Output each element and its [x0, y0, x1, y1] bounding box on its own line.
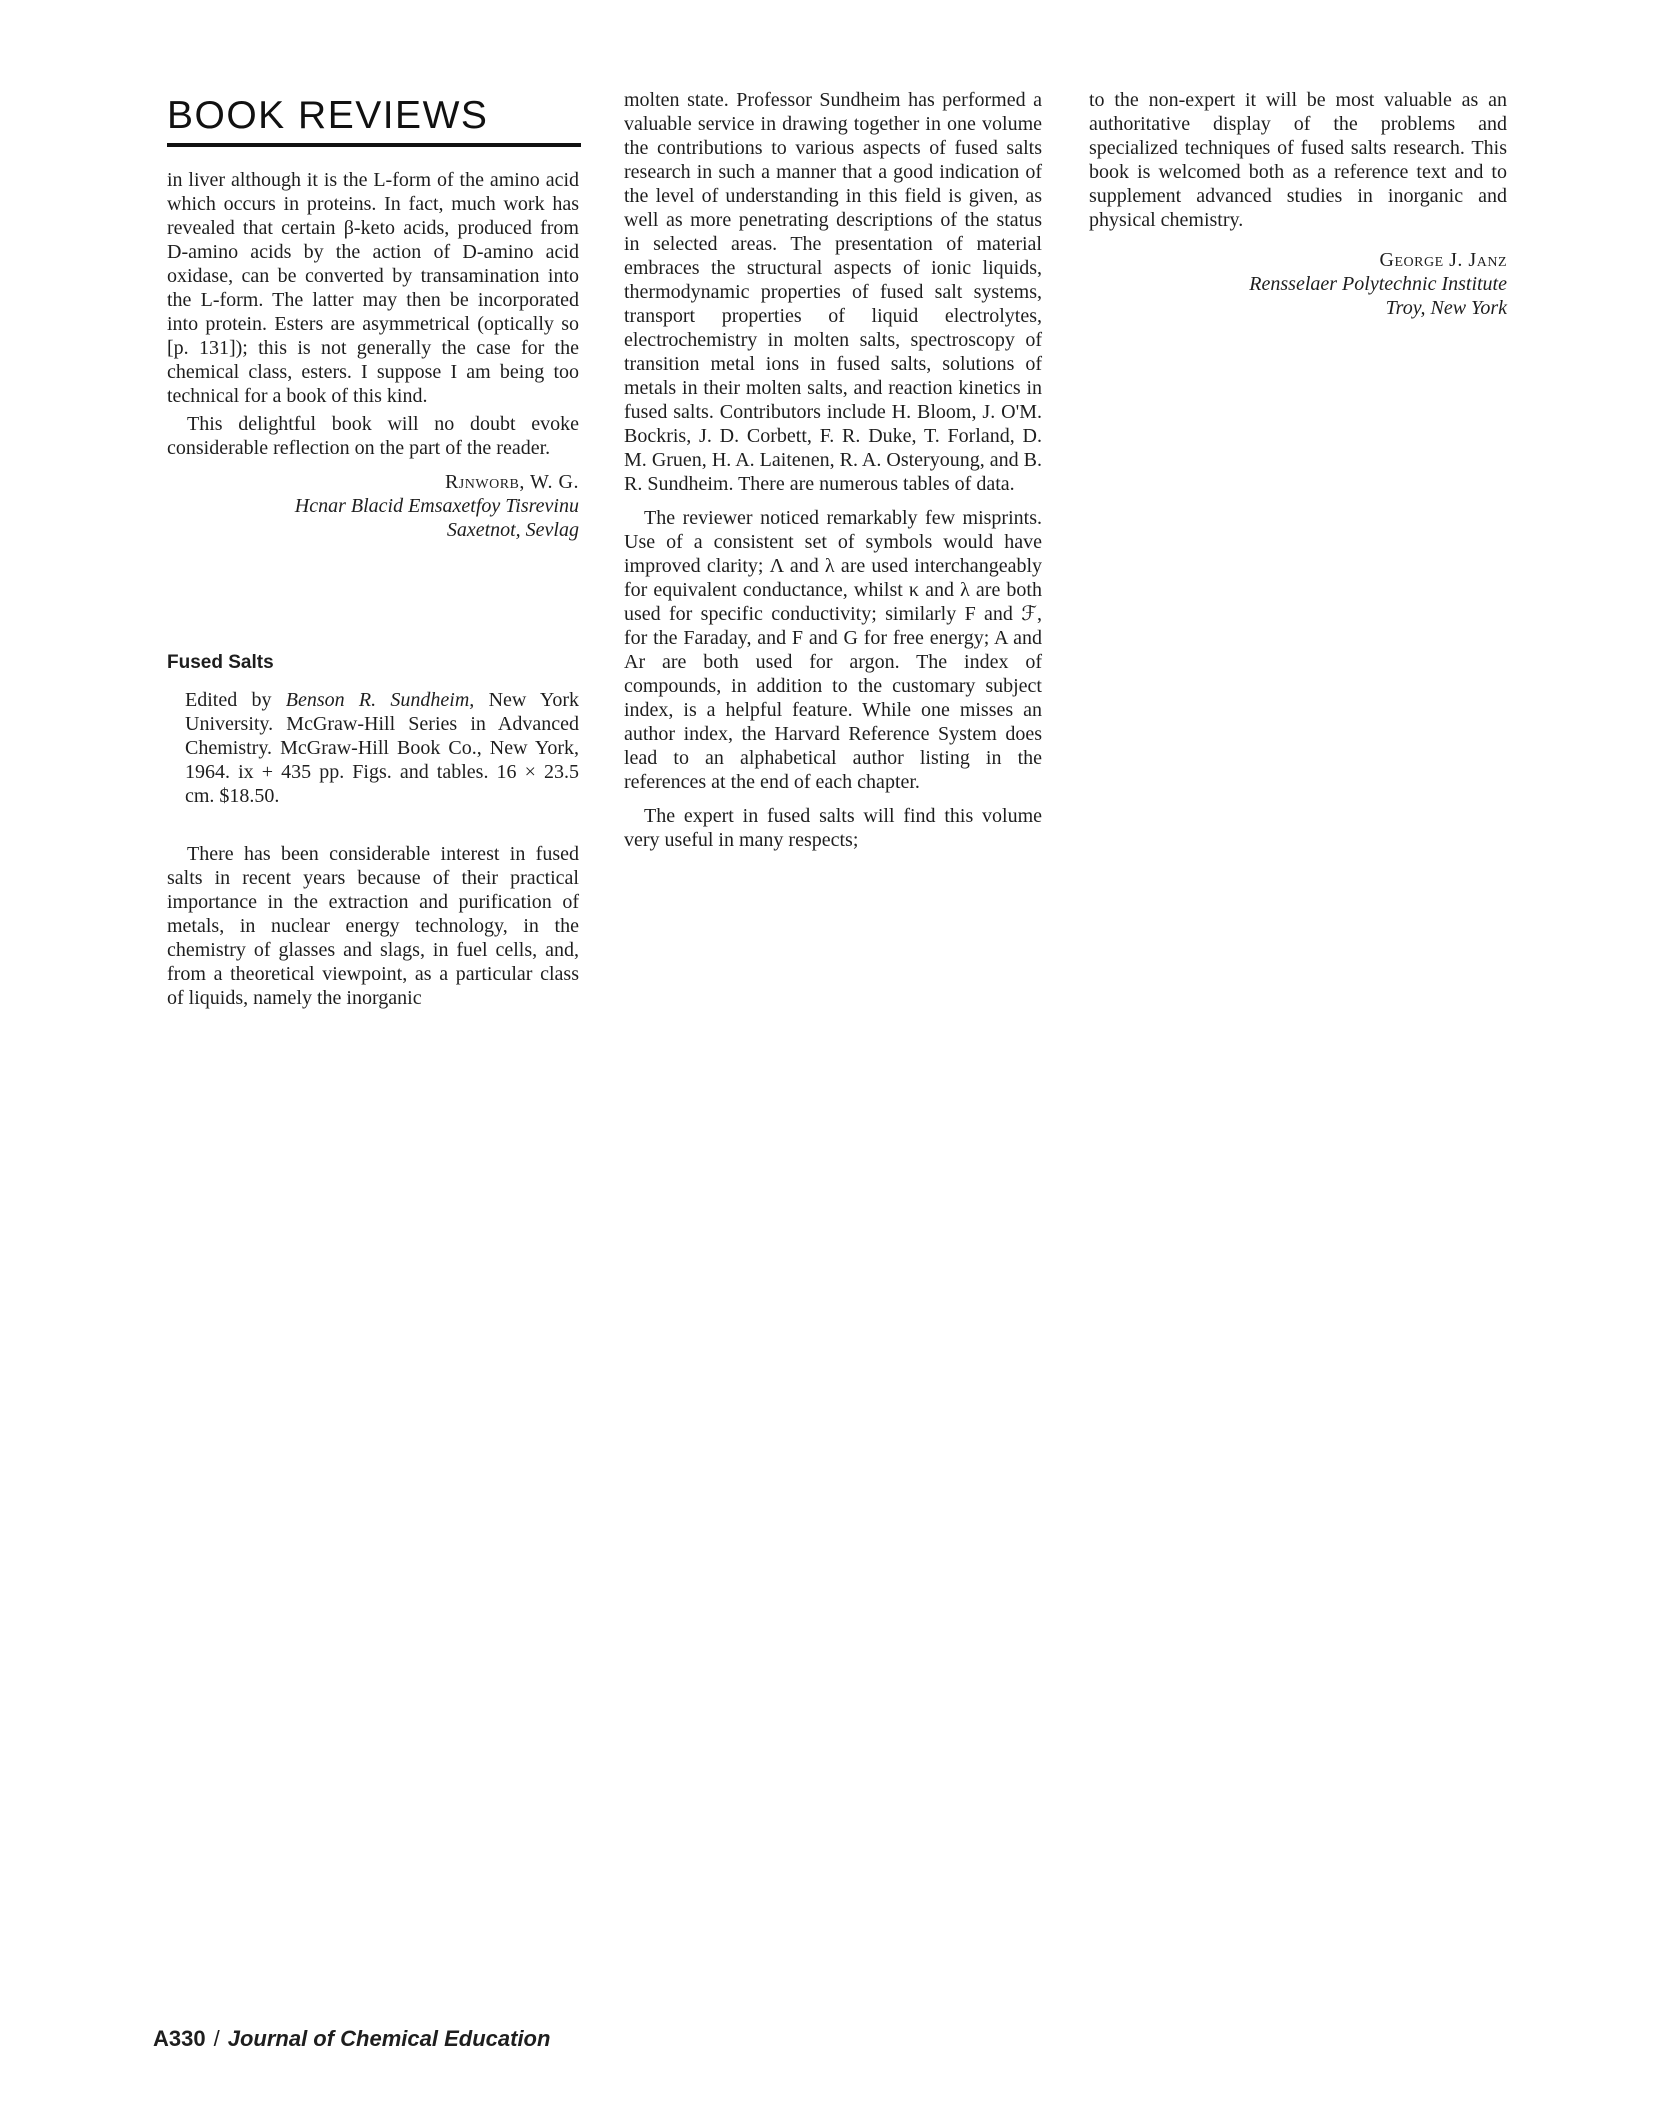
section-title: BOOK REVIEWS [167, 94, 489, 137]
review2-location: Troy, New York [1385, 297, 1507, 319]
page-number: A330 [153, 2026, 206, 2051]
review2-paragraph-3-cont: to the non-expert it will be most valuable as an authoritative display of the problems and specialized techniques of fused salts research. This book is welcomed both as a reference text and to supplement advanced studies in inorganic and physical chemistry. [1089, 89, 1507, 231]
review1-column [167, 168, 579, 542]
review2-column-3 [1089, 88, 1507, 320]
review2-title: Fused Salts [167, 652, 274, 673]
biblio-editor: Benson R. Sundheim, [285, 689, 475, 711]
page-footer [153, 2026, 550, 2052]
section-header [167, 93, 581, 147]
biblio-pre: Edited by [185, 689, 286, 711]
review1-location: Saxetnot, Sevlag [446, 519, 579, 541]
review2-paragraph-2: The reviewer noticed remarkably few misprints. Use of a consistent set of symbols would have improved clarity; Λ and λ are used interchangeably for equivalent conductance, whilst κ and λ are both used for specific conductivity; similarly F and ℱ, for the Faraday, and F and G for free energy; A and Ar are both used for argon. The index of compounds, in addition to the customary subject index, is a helpful feature. While one misses an author index, the Harvard Reference System does lead to an alphabetical author listing in the references at the end of each chapter. [624, 507, 1042, 793]
journal-name: Journal of Chemical Education [227, 2026, 551, 2051]
review2-institution: Rensselaer Polytechnic Institute [1249, 273, 1507, 295]
review2-signature [1089, 248, 1507, 320]
review2-column-2 [624, 88, 1042, 852]
review2-paragraph-1-cont: molten state. Professor Sundheim has performed a valuable service in drawing together in one volume the contributions to various aspects of fused salts research in such a manner that a good indication of the level of understanding in this field is given, as well as more penetrating descriptions of the status in selected areas. The presentation of material embraces the structural aspects of ionic liquids, thermodynamic properties of fused salt systems, transport properties of liquid electrolytes, electrochemistry in molten salts, spectroscopy of transition metal ions in fused salts, solutions of metals in their molten salts, and reaction kinetics in fused salts. Contributors include H. Bloom, J. O'M. Bockris, J. D. Corbett, F. R. Duke, T. Forland, D. M. Gruen, H. A. Laitenen, R. A. Osteryoung, and B. R. Sundheim. There are numerous tables of data. [624, 89, 1042, 495]
biblio-post: New York University. McGraw-Hill Series in Advanced Chemistry. McGraw-Hill Book Co., New York, 1964. ix + 435 pp. Figs. and tables. 16 × 23.5 cm. $18.50. [185, 689, 579, 807]
review2-column-1 [167, 842, 579, 1010]
review2-paragraph-1: There has been considerable interest in fused salts in recent years because of their practical importance in the extraction and purification of metals, in nuclear energy technology, in the chemistry of glasses and slags, in fuel cells, and, from a theoretical viewpoint, as a particular class of liquids, namely the inorganic [167, 843, 579, 1009]
review1-paragraph-1: in liver although it is the L-form of the amino acid which occurs in proteins. In fact, much work has revealed that certain β-keto acids, produced from D-amino acids by the action of D-amino acid oxidase, can be converted by transamination into the L-form. The latter may then be incorporated into protein. Esters are asymmetrical (optically so [p. 131]); this is not generally the case for the chemical class, esters. I suppose I am being too technical for a book of this kind. [167, 169, 579, 407]
review1-reviewer: Rjnworb, W. G. [444, 471, 579, 493]
review1-signature [167, 470, 579, 542]
header-rule [167, 143, 581, 147]
review2-reviewer: George J. Janz [1379, 249, 1507, 271]
review1-institution: Hcnar Blacid Emsaxetfoy Tisrevinu [294, 495, 579, 517]
review1-paragraph-2: This delightful book will no doubt evoke considerable reflection on the part of the reader. [167, 413, 579, 459]
footer-separator: / [213, 2026, 220, 2051]
review2-bibliography [185, 688, 579, 808]
review2-paragraph-3: The expert in fused salts will find this volume very useful in many respects; [624, 805, 1042, 851]
